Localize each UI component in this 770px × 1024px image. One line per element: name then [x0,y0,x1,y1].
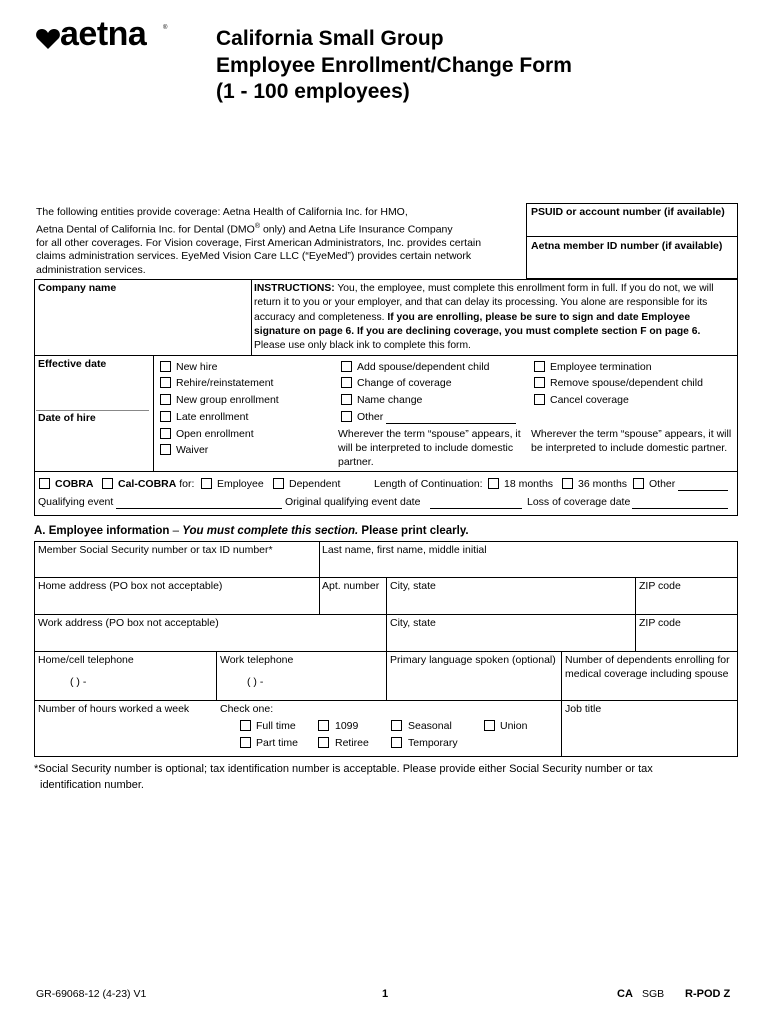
1099-label: 1099 [335,720,359,732]
home-phone-field[interactable]: ( ) - [70,676,87,688]
work-phone-field[interactable]: ( ) - [247,676,264,688]
rehire-label: Rehire/reinstatement [176,377,274,389]
part-time-label: Part time [256,737,299,749]
work-address-label: Work address (PO box not acceptable) [38,617,219,629]
date-of-hire-field[interactable] [36,426,151,469]
cobra-label: COBRA [55,478,94,490]
qualifying-event-label: Qualifying event [38,496,114,508]
psuid-field[interactable] [527,219,737,235]
1099-checkbox[interactable] [318,720,329,731]
union-label: Union [500,720,528,732]
open-enrollment-label: Open enrollment [176,428,254,440]
primary-language-label: Primary language spoken (optional) [390,654,556,666]
other-months-field[interactable] [678,490,728,491]
heart-icon [36,29,60,49]
company-name-field[interactable] [36,296,249,353]
logo-wordmark: aetna [60,15,147,53]
add-dependent-label: Add spouse/dependent child [357,361,490,373]
spouse-note-2: will be interpreted to include domestic [338,442,514,454]
instructions-line-3: accuracy and completeness. If you are enrolling, please be sure to sign and date Employee [254,311,691,323]
instructions-line-2: return it to you or your employer, and that can delay its processing. You alone are responsible for its [254,297,708,309]
effective-date-field[interactable] [36,372,151,408]
employee-termination-checkbox[interactable] [534,361,545,372]
other-months-label: Other [649,478,676,490]
intro-line-5: administration services. [36,263,146,276]
sgb-code: SGB [642,988,665,1000]
hours-per-week-label: Number of hours worked a week [38,703,190,715]
work-address-field[interactable] [36,631,384,649]
instructions-line-1: INSTRUCTIONS: You, the employee, must complete this enrollment form in full. If you do not, we will [254,283,714,294]
remove-dependent-checkbox[interactable] [534,377,545,388]
change-of-coverage-label: Change of coverage [357,377,452,389]
full-time-checkbox[interactable] [240,720,251,731]
new-hire-checkbox[interactable] [160,361,171,372]
home-phone-label: Home/cell telephone [38,654,134,666]
cancel-coverage-checkbox[interactable] [534,394,545,405]
work-zip-field[interactable] [637,631,736,649]
home-address-label: Home address (PO box not acceptable) [38,580,223,592]
part-time-checkbox[interactable] [240,737,251,748]
title-line-2: Employee Enrollment/Change Form [216,53,572,77]
intro-line-2: Aetna Dental of California Inc. for Dental (DMO® only) and Aetna Life Insurance Company [36,222,453,235]
rpod-code: R-POD Z [685,988,731,1000]
spouse-note-col3-2: be interpreted to include domestic partner. [531,442,728,454]
work-zip-label: ZIP code [639,617,681,629]
primary-language-field[interactable] [388,668,559,698]
home-address-field[interactable] [36,594,317,612]
footnote-line-1: *Social Security number is optional; tax identification number is acceptable. Please provide either Social Security number or tax [34,763,653,775]
home-zip-label: ZIP code [639,580,681,592]
work-phone-label: Work telephone [220,654,294,666]
cobra-dependent-label: Dependent [289,478,341,490]
apt-number-label: Apt. number [322,580,380,592]
instructions-text [254,282,714,353]
member-id-field[interactable] [527,253,737,278]
company-name-label: Company name [38,282,117,294]
seasonal-checkbox[interactable] [391,720,402,731]
new-hire-label: New hire [176,361,218,373]
title-line-3: (1 - 100 employees) [216,80,410,103]
late-enrollment-checkbox[interactable] [160,411,171,422]
other-change-label: Other [357,411,384,423]
form-title [216,26,572,106]
member-name-label: Last name, first name, middle initial [322,544,487,556]
spouse-note-col3-1: Wherever the term “spouse” appears, it will [531,428,732,440]
home-city-state-label: City, state [390,580,436,592]
member-id-label: Aetna member ID number (if available) [531,240,723,252]
seasonal-label: Seasonal [408,720,452,732]
cal-cobra-checkbox[interactable] [102,478,113,489]
effective-date-label: Effective date [38,358,107,370]
hours-per-week-field[interactable] [36,717,214,755]
intro-line-4: claims administration services. EyeMed Vision Care LLC (“EyeMed”) provides certain network [36,250,472,262]
work-city-state-label: City, state [390,617,436,629]
ssn-field[interactable] [36,558,317,576]
full-time-label: Full time [256,720,296,732]
late-enrollment-label: Late enrollment [176,411,249,423]
new-group-enrollment-checkbox[interactable] [160,394,171,405]
open-enrollment-checkbox[interactable] [160,428,171,439]
intro-text [36,206,481,277]
waiver-label: Waiver [176,444,209,456]
loss-of-coverage-date-field[interactable] [632,508,728,509]
36-months-label: 36 months [578,478,628,490]
other-change-field[interactable] [386,423,516,424]
intro-line-3: for all other coverages. For Vision coverage, First American Administrators, Inc. provides certain [36,236,482,249]
waiver-checkbox[interactable] [160,444,171,455]
check-one-label: Check one: [220,703,274,715]
retiree-checkbox[interactable] [318,737,329,748]
ssn-label: Member Social Security number or tax ID number* [38,544,273,556]
apt-number-field[interactable] [321,594,384,612]
instructions-line-5: Please use only black ink to complete this form. [254,340,471,352]
union-checkbox[interactable] [484,720,495,731]
registered-mark: ® [163,25,168,31]
ssn-footnote [34,761,653,793]
add-dependent-checkbox[interactable] [341,361,352,372]
cobra-employee-label: Employee [217,478,264,490]
other-change-checkbox[interactable] [341,411,352,422]
state-code: CA [617,988,633,1000]
18-months-label: 18 months [504,478,554,490]
instructions-line-4: signature on page 6. If you are declining coverage, you must complete section F on page 6. [254,325,701,337]
length-of-continuation-label: Length of Continuation: [374,478,483,490]
member-name-field[interactable] [321,558,736,576]
form-number: GR-69068-12 (4-23) V1 [36,988,147,1000]
dependents-count-field[interactable] [563,682,736,698]
dependents-count-label-1: Number of dependents enrolling for [565,654,730,666]
new-group-enrollment-label: New group enrollment [176,394,279,406]
loss-of-coverage-date-label: Loss of coverage date [527,496,631,508]
change-of-coverage-checkbox[interactable] [341,377,352,388]
name-change-checkbox[interactable] [341,394,352,405]
spouse-note-3: partner. [338,456,374,468]
cancel-coverage-label: Cancel coverage [550,394,629,406]
remove-dependent-label: Remove spouse/dependent child [550,377,703,389]
18-months-checkbox[interactable] [488,478,499,489]
temporary-label: Temporary [408,737,458,749]
work-city-state-field[interactable] [388,631,633,649]
home-zip-field[interactable] [637,594,736,612]
spouse-note-1: Wherever the term “spouse” appears, it [338,428,521,440]
dependents-count-label-2: medical coverage including spouse [565,668,729,680]
date-of-hire-label: Date of hire [38,412,96,424]
qualifying-event-field[interactable] [116,508,282,509]
name-change-label: Name change [357,394,423,406]
home-city-state-field[interactable] [388,594,633,612]
temporary-checkbox[interactable] [391,737,402,748]
footnote-line-2: identification number. [40,779,144,791]
employee-termination-label: Employee termination [550,361,652,373]
psuid-label: PSUID or account number (if available) [531,206,725,218]
job-title-label: Job title [565,703,602,715]
job-title-field[interactable] [563,717,736,755]
original-qualifying-date-field[interactable] [430,508,522,509]
36-months-checkbox[interactable] [562,478,573,489]
title-line-1: California Small Group [216,27,444,50]
original-qualifying-date-label: Original qualifying event date [285,496,421,508]
page-number: 1 [382,988,389,1000]
retiree-label: Retiree [335,737,369,749]
other-months-checkbox[interactable] [633,478,644,489]
section-a-heading: A. Employee information – You must complete this section. Please print clearly. [34,525,469,537]
cobra-employee-checkbox[interactable] [201,478,212,489]
rehire-checkbox[interactable] [160,377,171,388]
cobra-checkbox[interactable] [39,478,50,489]
cal-cobra-label: Cal-COBRA for: [118,478,195,490]
cobra-dependent-checkbox[interactable] [273,478,284,489]
intro-line-1: The following entities provide coverage: Aetna Health of California Inc. for HMO, [36,206,408,218]
